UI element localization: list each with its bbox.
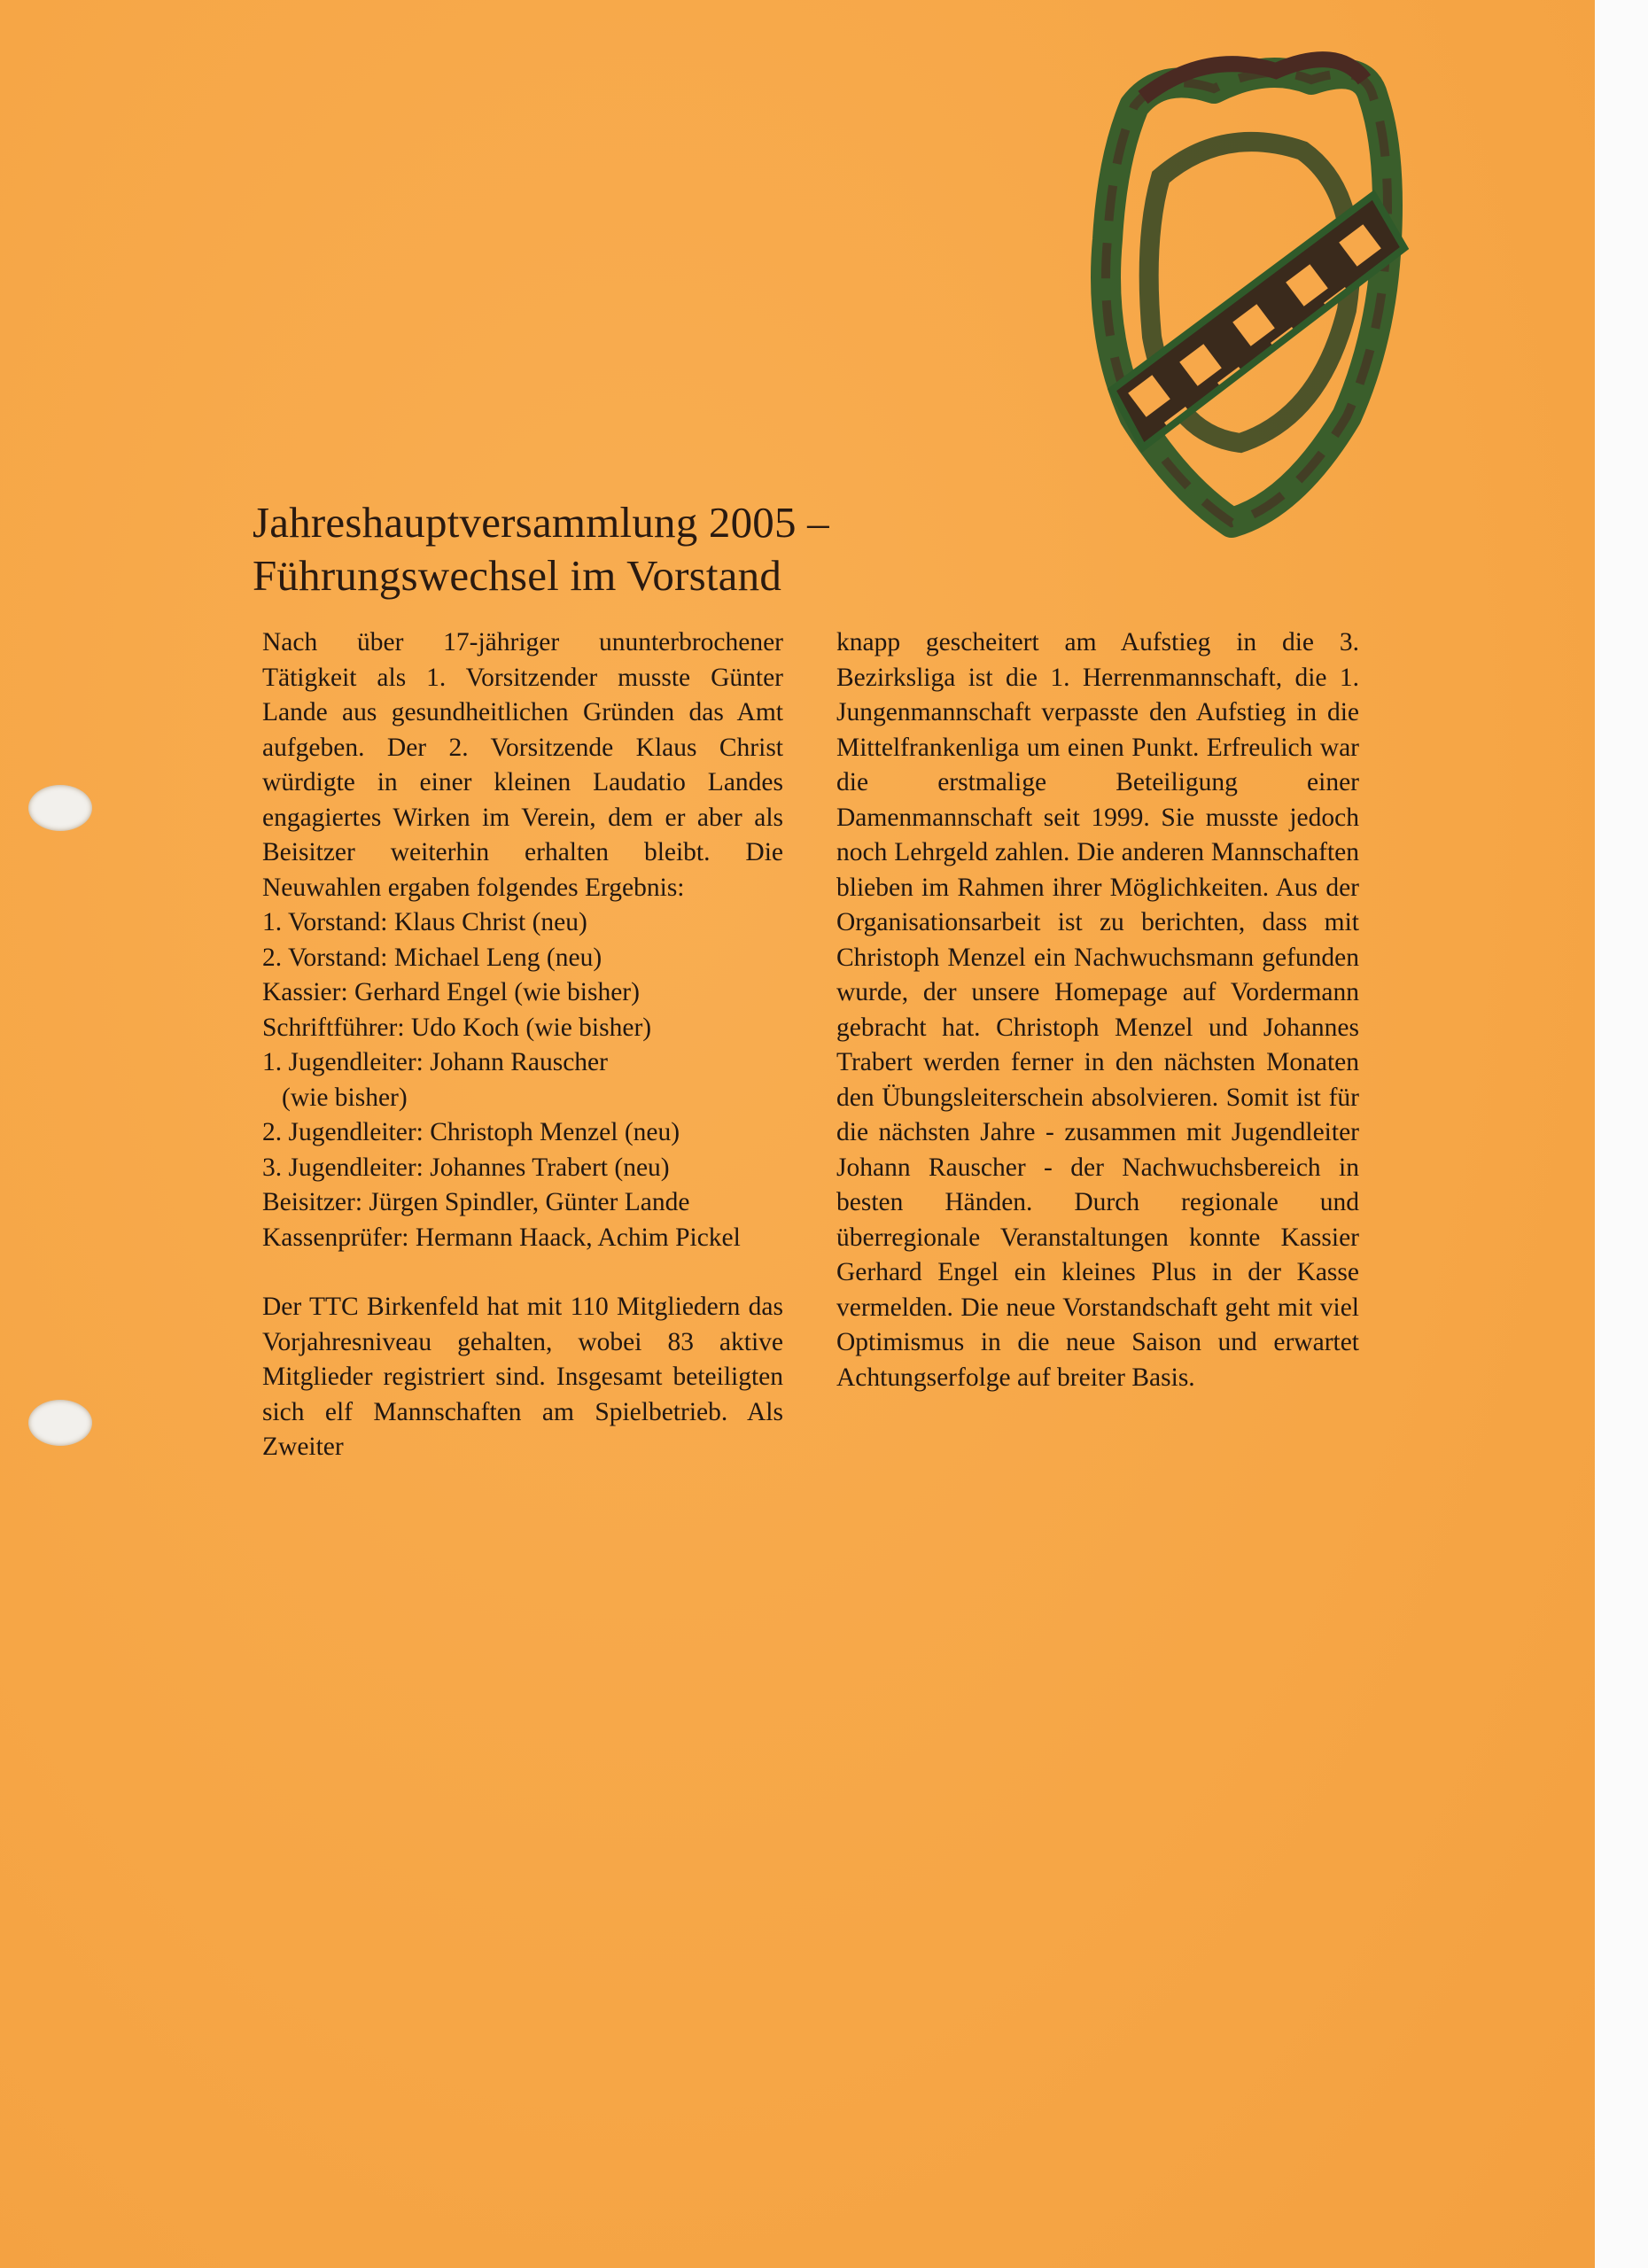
right-column — [836, 625, 1359, 1395]
page-edge — [1595, 0, 1648, 2268]
list-item: Schriftführer: Udo Koch (wie bisher) — [262, 1013, 652, 1042]
title-line-2: Führungswechsel im Vorstand — [253, 551, 782, 600]
punch-hole-icon — [28, 785, 92, 831]
left-column — [262, 625, 783, 1465]
list-item: (wie bisher) — [282, 1083, 408, 1112]
list-item: 1. Vorstand: Klaus Christ (neu) — [262, 908, 587, 936]
list-item: Kassier: Gerhard Engel (wie bisher) — [262, 978, 640, 1006]
election-results — [262, 905, 783, 1255]
list-item: 1. Jugendleiter: Johann Rauscher — [262, 1048, 608, 1076]
list-item: Kassenprüfer: Hermann Haack, Achim Pickel — [262, 1223, 741, 1252]
list-item: Beisitzer: Jürgen Spindler, Günter Lande — [262, 1188, 690, 1216]
coat-of-arms-icon — [1081, 44, 1418, 540]
punch-hole-icon — [28, 1400, 92, 1446]
intro-paragraph: Nach über 17-jähriger ununterbrochener Tätigkeit als 1. Vorsitzender musste Günter Lande aus gesundheitlichen Gründen das Amt aufgeben. Der 2. Vorsitzende Klaus Christ würdigte in einer kleinen Laudatio Landes engagiertes Wirken im Verein, dem er aber als Beisitzer weiterhin erhalten bleibt. Die Neuwahlen ergaben folgendes Ergebnis: — [262, 628, 783, 902]
members-paragraph: Der TTC Birkenfeld hat mit 110 Mitgliedern das Vorjahresniveau gehalten, wobei 83 aktive Mitglieder registriert sind. Insgesamt beteiligten sich elf Mannschaften am Spielbetrieb. Als Zweiter — [262, 1293, 783, 1461]
title-line-1: Jahreshauptversammlung 2005 – — [253, 498, 829, 547]
report-paragraph: knapp gescheitert am Aufstieg in die 3. Bezirksliga ist die 1. Herrenmannschaft, die 1. Jungenmannschaft verpasste den Aufstieg in die Mittelfrankenliga um einen Punkt. Erfreulich war die erstmalige Beteiligung einer Damenmannschaft seit 1999. Sie musste jedoch noch Lehrgeld zahlen. Die anderen Mannschaften blieben im Rahmen ihrer Möglichkeiten. Aus der Organisationsarbeit ist zu berichten, dass mit Christoph Menzel ein Nachwuchsmann gefunden wurde, der unsere Homepage auf Vordermann gebracht hat. Christoph Menzel und Johannes Trabert werden ferner in den nächsten Monaten den Übungsleiterschein absolvieren. Somit ist für die nächsten Jahre - zusammen mit Jugendleiter Johann Rauscher - der Nachwuchsbereich in besten Händen. Durch regionale und überregionale Veranstaltungen konnte Kassier Gerhard Engel ein kleines Plus in der Kasse vermelden. Die neue Vorstandschaft geht mit viel Optimismus in die neue Saison und erwartet Achtungserfolge auf breiter Basis. — [836, 628, 1359, 1392]
article-title — [253, 496, 944, 602]
list-item: 2. Vorstand: Michael Leng (neu) — [262, 943, 602, 972]
list-item: 2. Jugendleiter: Christoph Menzel (neu) — [262, 1118, 680, 1146]
list-item: 3. Jugendleiter: Johannes Trabert (neu) — [262, 1153, 670, 1182]
